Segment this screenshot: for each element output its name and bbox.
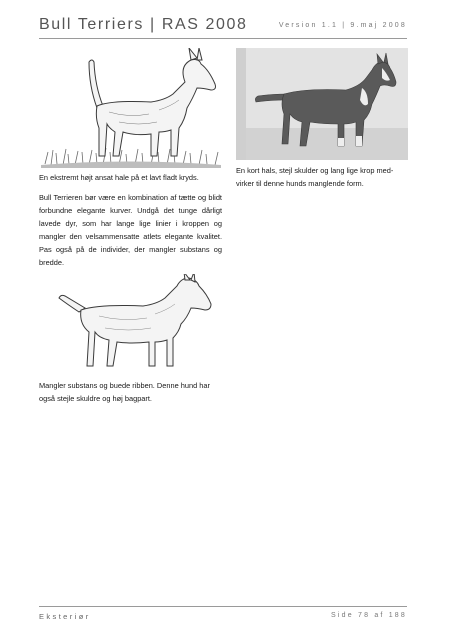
body-paragraph: Bull Terrieren bør være en kombination af tætte og blidt forbundne elegante kurver. Undgå det tunge dårligt lavede dyr, som har lange lige linier i kroppen og mangler den velsammensatte atlets elegante kvalitet. Pas også på de individer, der mangler substans og bredde.	[39, 193, 222, 267]
caption-figure-2: En kort hals, stejl skulder og lang lige krop med-virker til denne hunds manglende form.	[236, 166, 394, 188]
figure-high-tail-dog	[39, 48, 223, 168]
footer-divider	[39, 606, 407, 607]
caption-figure-3: Mangler substans og buede ribben. Denne hund har også stejle skuldre og høj bagpart.	[39, 381, 210, 403]
footer-section: Eksteriør	[39, 612, 91, 621]
footer-page-number: Side 78 af 188	[331, 612, 407, 619]
figure-short-neck-dog	[236, 48, 408, 160]
bull-terrier-sketch-icon	[39, 274, 223, 374]
page-header-title: Bull Terriers | RAS 2008	[39, 16, 248, 33]
page-header-version: Version 1.1 | 9.maj 2008	[278, 22, 407, 29]
bull-terrier-sketch-on-grass-icon	[39, 48, 223, 168]
bull-terrier-photo-grayscale-icon	[236, 48, 408, 160]
caption-figure-1: En ekstremt højt ansat hale på et lavt fladt kryds.	[39, 173, 199, 182]
header-divider	[39, 38, 407, 39]
figure-lacking-substance-dog	[39, 274, 223, 374]
